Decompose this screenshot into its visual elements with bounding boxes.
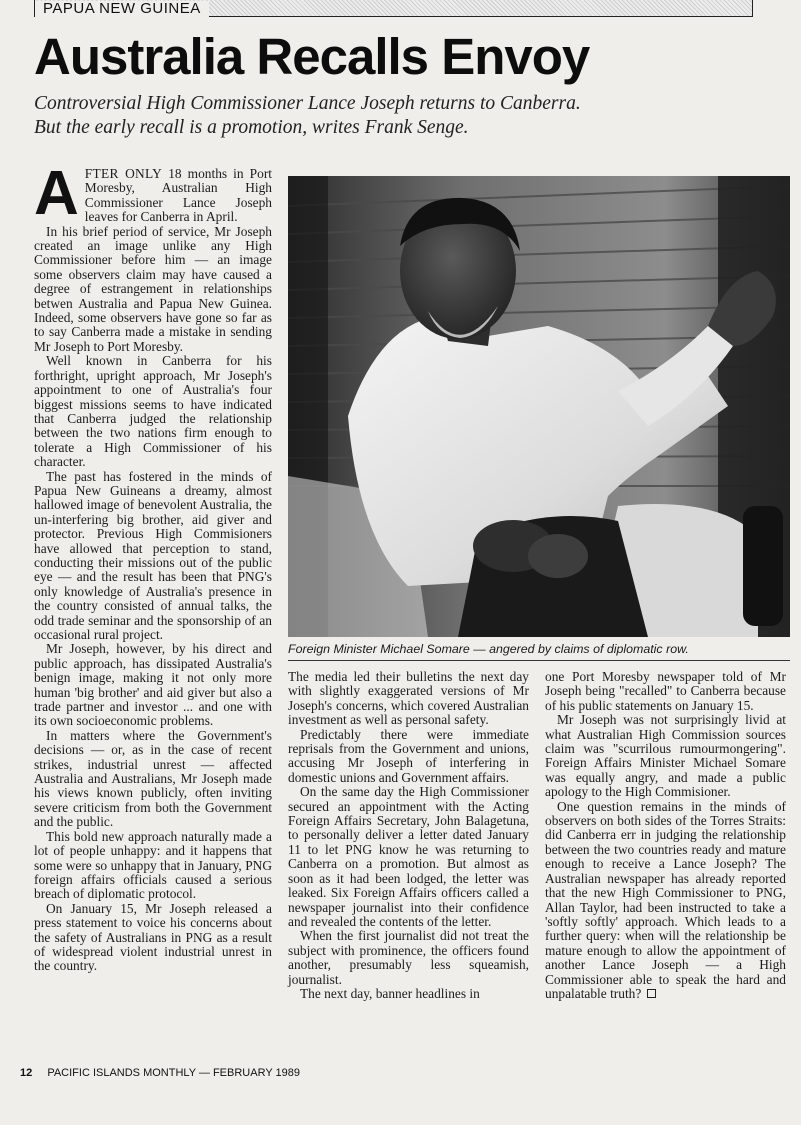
body-paragraph: On the same day the High Commissioner secured an appointment with the Acting Foreign Affairs Secretary, John Balagetuna, to personally deliver a letter dated January 11 to let PNG know he was returning to Canberra on a promotion. But almost as soon as it had been lodged, the letter was leaked. Six Foreign Affairs officers called a newspaper journalist into their confidence and revealed the contents of the letter. (288, 784, 529, 929)
body-paragraph: In his brief period of service, Mr Joseph created an image unlike any High Commissioner before him — an image some observers claim may have caused a degree of estrangement in relationships betwen Australia and Papua New Guinea. Indeed, some observers have gone so far as to say Canberra made a mistake in sending Mr Joseph to Port Moresby. (34, 223, 272, 354)
body-paragraph: one Port Moresby newspaper told of Mr Joseph being "recalled" to Canberra because of his public statements on January 15. (545, 669, 786, 713)
body-paragraph: This bold new approach naturally made a lot of people unhappy: and it happens that some were so unhappy that in January, PNG foreign affairs officials caused a serious breach of diplomatic protocol. (34, 828, 272, 902)
body-paragraph: Mr Joseph, however, by his direct and public approach, has dissipated Australia's benign image, making it not only more human 'big brother' and aid giver but also a trade partner and investor ... and one with its own socioeconomic problems. (34, 641, 272, 729)
deck-line-1: Controversial High Commissioner Lance Joseph returns to Canberra. (34, 93, 581, 114)
drop-cap: A (34, 159, 79, 228)
end-mark-icon (647, 989, 656, 998)
body-paragraph: In matters where the Government's decisions — or, as in the case of recent strikes, industrial unrest — affected Australia and Australians, Mr Joseph made his views known publicly, often inviting severe criticism from both the Government and the public. (34, 727, 272, 830)
closing-paragraph-text: One question remains in the minds of observers on both sides of the Torres Straits: did Canberra err in judging the relationship between the two countries ready and mature enough to receive a Lance Joseph? The Australian newspaper has already reported that the new High Commissioner to PNG, Allan Taylor, had been instructed to take a 'softly softly' approach. Which leads to a further query: when will the relationship be mature enough to allow the appointment of another Lance Joseph — a High Commissioner able to speak the hard and unpalatable truth? (545, 798, 786, 1001)
page-number: 12 (20, 1067, 33, 1079)
body-paragraph: When the first journalist did not treat the subject with prominence, the officers found another, presumably less squeamish, journalist. (288, 928, 529, 987)
deck-line-2: But the early recall is a promotion, writes Frank Senge. (34, 116, 469, 138)
caption-divider (288, 660, 790, 661)
body-paragraph: The past has fostered in the minds of Papua New Guineans a dreamy, almost hallowed image of benevolent Australia, the un-interfering big brother, aid giver and protector. Previous High Commisioners have allowed that perception to stand, conducting their missions out of the public eye — and the result has been that PNG's only knowledge of Australia's presence in the country consisted of annual talks, the odd trade seminar and the sponsorship of an occasional rural project. (34, 468, 272, 642)
body-paragraph (545, 800, 786, 1002)
publication-line: PACIFIC ISLANDS MONTHLY — FEBRUARY 1989 (47, 1067, 300, 1079)
body-paragraph: On January 15, Mr Joseph released a press statement to voice his concerns about the safety of Australians in PNG as a result of widespread violent industrial unrest in the country. (34, 900, 272, 974)
section-label: PAPUA NEW GUINEA (35, 1, 209, 17)
section-banner (34, 0, 753, 17)
article-deck (34, 92, 684, 139)
text-column-3 (545, 670, 786, 1001)
body-paragraph: Well known in Canberra for his forthright, upright approach, Mr Joseph's appointment to one of Australia's four biggest missions seems to have indicated that Canberra judged the relationship between the two nations firm enough to tolerate a High Commissioner of his character. (34, 353, 272, 470)
lead-caps: FTER ONLY (84, 166, 163, 181)
text-column-1 (34, 159, 272, 974)
page-footer (20, 1067, 300, 1079)
article-headline: Australia Recalls Envoy (34, 28, 590, 85)
photo-caption: Foreign Minister Michael Somare — angered by claims of diplomatic row. (288, 642, 689, 656)
text-column-2 (288, 670, 529, 1001)
body-paragraph: Mr Joseph was not surprisingly livid at what Australian High Commission sources claim was "scurrilous rumourmongering". Foreign Affairs Minister Michael Somare was equally angry, and made a public apology to the High Commisioner. (545, 712, 786, 800)
lead-text: 18 months in Port Moresby, Australian High Commissioner Lance Joseph leaves for Canberra in April. (84, 166, 272, 225)
lead-paragraph (34, 159, 272, 228)
body-paragraph: Predictably there were immediate reprisals from the Government and unions, accusing Mr Joseph of interfering in domestic unions and Government affairs. (288, 726, 529, 785)
portrait-photo (288, 176, 790, 637)
portrait-photo-art (288, 176, 790, 637)
body-paragraph: The next day, banner headlines in (300, 985, 480, 1001)
body-paragraph: The media led their bulletins the next day with slightly exaggerated versions of Mr Joseph's concerns, which covered Australian investment as well as personal safety. (288, 669, 529, 728)
